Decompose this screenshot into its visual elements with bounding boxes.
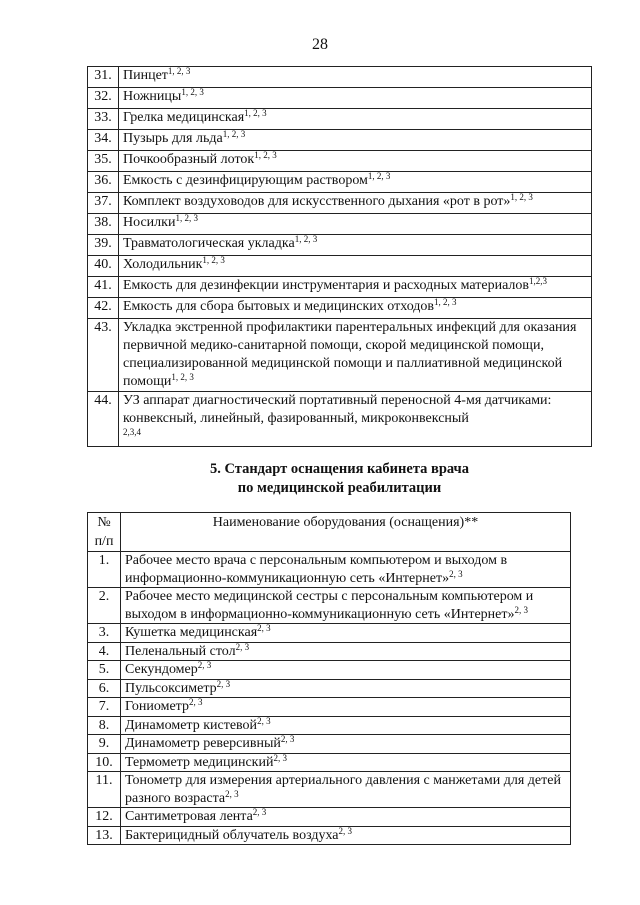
footnote-ref: 1, 2, 3 [222,129,246,139]
table-row [88,698,571,717]
footnote-ref: 1, 2, 3 [171,372,194,382]
footnote-ref: 2, 3 [216,678,231,689]
row-number: 34. [88,130,119,151]
row-number: 44. [88,392,119,447]
row-number: 2. [88,588,121,624]
table-row [88,151,592,172]
row-number: 42. [88,298,119,319]
table-row [88,214,592,235]
row-number: 7. [88,698,121,717]
footnote-ref: 1, 2, 3 [175,213,198,223]
footnote-ref: 1, 2, 3 [294,234,318,244]
footnote-ref: 2, 3 [257,623,271,633]
table-row [88,808,571,827]
item-name: Тонометр для измерения артериального давления с манжетами для детей разного возраста$^{2, 3}$ [121,772,571,808]
footnote-ref: 1, 2, 3 [510,192,533,202]
row-number: 3. [88,624,121,643]
table-row [88,235,592,256]
footnote-ref: 1, 2, 3 [244,108,267,118]
table-row [88,552,571,588]
item-name: Емкость с дезинфицирующим раствором$^{1, 2, 3}$ [119,172,592,193]
section-title [87,460,592,498]
footnote-ref: 2, 3 [514,604,528,615]
table-row [88,392,592,447]
footnote-ref: 1, 2, 3 [434,297,457,307]
footnote-ref: 2, 3 [338,825,352,836]
row-number: 32. [88,88,119,109]
footnote-ref: 2,3,4 [123,427,141,437]
footnote-ref: 2, 3 [449,568,463,579]
item-name: Гониометр$^{2, 3}$ [121,698,571,717]
footnote-ref: 2, 3 [225,788,239,799]
item-name: Рабочее место врача с персональным компьютером и выходом в информационно-коммуникационную сеть «Интернет»$^{2, 3}$ [121,552,571,588]
table-row [88,826,571,845]
row-number: 43. [88,319,119,392]
section-title-line-2: по медицинской реабилитации [237,480,442,496]
footnote-ref: 1, 2, 3 [167,66,191,76]
item-name: Носилки$^{1, 2, 3}$ [119,214,592,235]
table-row [88,256,592,277]
row-number: 6. [88,679,121,698]
footnote-ref: 2, 3 [252,807,267,817]
row-number: 5. [88,661,121,680]
table-row [88,772,571,808]
footnote-ref: 1, 2, 3 [202,255,225,265]
table-row [88,88,592,109]
section-title-line-1: 5. Стандарт оснащения кабинета врача [210,461,469,477]
header-name: Наименование оборудования (оснащения)** [121,513,571,552]
row-number: 35. [88,151,119,172]
table-row [88,735,571,754]
item-name: Холодильник$^{1, 2, 3}$ [119,256,592,277]
row-number: 40. [88,256,119,277]
footnote-ref: 1, 2, 3 [367,171,391,181]
table-header-row [88,513,571,552]
table-row [88,298,592,319]
item-name: Бактерицидный облучатель воздуха$^{2, 3}$ [121,826,571,845]
row-number: 9. [88,735,121,754]
row-number: 41. [88,277,119,298]
item-name: Динамометр кистевой$^{2, 3}$ [121,716,571,735]
footnote-ref: 2, 3 [273,752,287,763]
row-number: 36. [88,172,119,193]
table-row [88,109,592,130]
row-number: 11. [88,772,121,808]
item-name: Емкость для дезинфекции инструментария и расходных материалов$^{1,2,3}$ [119,277,592,298]
row-number: 33. [88,109,119,130]
row-number: 12. [88,808,121,827]
row-number: 13. [88,826,121,845]
row-number: 31. [88,67,119,88]
item-name: Грелка медицинская$^{1, 2, 3}$ [119,109,592,130]
table-row [88,716,571,735]
item-name: Сантиметровая лента$^{2, 3}$ [121,808,571,827]
row-number: 10. [88,753,121,772]
footnote-ref: 2, 3 [188,697,203,707]
item-name: Емкость для сбора бытовых и медицинских отходов$^{1, 2, 3}$ [119,298,592,319]
item-name: Почкообразный лоток$^{1, 2, 3}$ [119,151,592,172]
footnote-ref: 1, 2, 3 [181,87,204,97]
footnote-ref: 2, 3 [257,715,271,726]
table-row [88,130,592,151]
row-number: 37. [88,193,119,214]
item-name: Пеленальный стол$^{2, 3}$ [121,642,571,661]
table-row [88,588,571,624]
item-name: Рабочее место медицинской сестры с персональным компьютером и выходом в информационно-коммуникационную сеть «Интернет»$^{2, 3}$ [121,588,571,624]
table-row [88,277,592,298]
row-number: 39. [88,235,119,256]
item-name: Пульсоксиметр$^{2, 3}$ [121,679,571,698]
item-name: Динамометр реверсивный$^{2, 3}$ [121,735,571,754]
row-number: 8. [88,716,121,735]
footnote-ref: 2, 3 [280,734,295,744]
table-row [88,67,592,88]
table-row [88,753,571,772]
table-row [88,172,592,193]
footnote-ref: 2, 3 [235,641,250,652]
header-number: № п/п [88,513,121,552]
footnote-ref: 1, 2, 3 [254,150,277,160]
page-number: 28 [312,36,328,53]
table-row [88,642,571,661]
table-row [88,319,592,392]
table-row [88,661,571,680]
equipment-table-continued [87,66,592,447]
item-name: Кушетка медицинская$^{2, 3}$ [121,624,571,643]
row-number: 1. [88,552,121,588]
table-row [88,624,571,643]
item-name: Пузырь для льда$^{1, 2, 3}$ [119,130,592,151]
row-number: 4. [88,642,121,661]
item-name: Травматологическая укладка$^{1, 2, 3}$ [119,235,592,256]
row-number: 38. [88,214,119,235]
item-name: Пинцет$^{1, 2, 3}$ [119,67,592,88]
table-row [88,193,592,214]
item-name: Комплект воздуховодов для искусственного дыхания «рот в рот»$^{1, 2, 3}$ [119,193,592,214]
table-row [88,679,571,698]
item-name: Ножницы$^{1, 2, 3}$ [119,88,592,109]
item-name: УЗ аппарат диагностический портативный переносной 4-мя датчиками: конвексный, линейный, фазированный, микроконвексный $^{2,3,4}$ [119,392,592,447]
item-name: Секундомер$^{2, 3}$ [121,661,571,680]
footnote-ref: 1,2,3 [529,276,548,286]
equipment-standard-table [87,512,571,845]
item-name: Укладка экстренной профилактики парентеральных инфекций для оказания первичной медико-санитарной помощи, скорой медицинской помощи, специализированной медицинской помощи и паллиативной медицинской помощи$^{1, 2, 3}$ [119,319,592,392]
footnote-ref: 2, 3 [197,660,212,670]
item-name: Термометр медицинский$^{2, 3}$ [121,753,571,772]
